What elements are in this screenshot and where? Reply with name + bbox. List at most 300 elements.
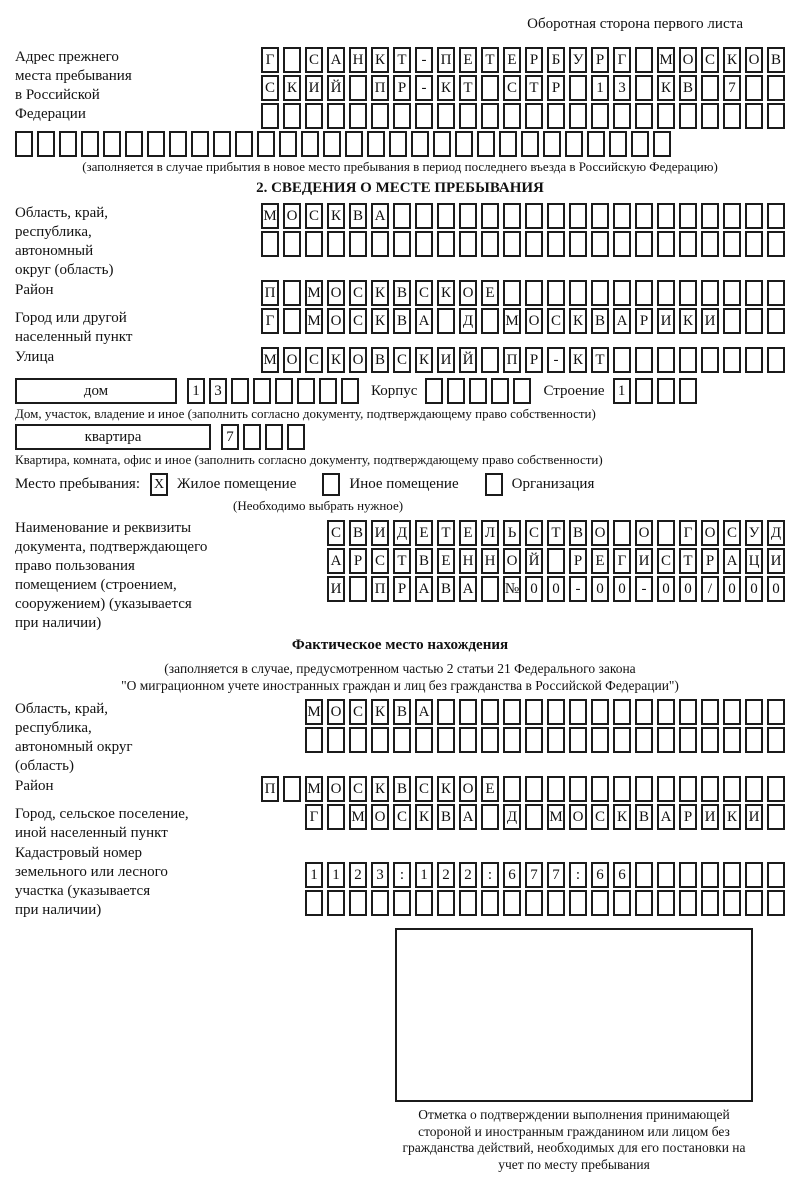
char-cell[interactable]	[521, 131, 539, 157]
char-cell[interactable]: М	[305, 280, 323, 306]
char-cell[interactable]: С	[657, 548, 675, 574]
char-cell[interactable]: М	[349, 804, 367, 830]
char-cell[interactable]: А	[415, 699, 433, 725]
char-cell[interactable]: С	[349, 776, 367, 802]
char-cell[interactable]	[415, 727, 433, 753]
char-cell[interactable]: О	[283, 203, 301, 229]
char-cell[interactable]: Г	[305, 804, 323, 830]
char-cell[interactable]	[235, 131, 253, 157]
char-cell[interactable]: П	[261, 776, 279, 802]
char-cell[interactable]	[415, 203, 433, 229]
char-cell[interactable]	[349, 576, 367, 602]
char-cell[interactable]: 1	[305, 862, 323, 888]
char-cell[interactable]: О	[569, 804, 587, 830]
char-cell[interactable]	[745, 727, 763, 753]
char-cell[interactable]	[635, 75, 653, 101]
char-cell[interactable]: С	[393, 804, 411, 830]
char-cell[interactable]: Д	[459, 308, 477, 334]
char-cell[interactable]: А	[327, 548, 345, 574]
char-cell[interactable]: Й	[327, 75, 345, 101]
char-cell[interactable]	[679, 280, 697, 306]
char-cell[interactable]	[503, 231, 521, 257]
char-cell[interactable]	[723, 203, 741, 229]
char-cell[interactable]	[503, 103, 521, 129]
char-cell[interactable]	[481, 890, 499, 916]
char-cell[interactable]: Е	[459, 520, 477, 546]
char-cell[interactable]: В	[679, 75, 697, 101]
char-cell[interactable]	[371, 727, 389, 753]
char-cell[interactable]: С	[349, 280, 367, 306]
char-cell[interactable]	[613, 890, 631, 916]
char-cell[interactable]: О	[679, 47, 697, 73]
char-cell[interactable]: И	[657, 308, 675, 334]
char-cell[interactable]: :	[393, 862, 411, 888]
char-cell[interactable]	[657, 776, 675, 802]
char-cell[interactable]: С	[547, 308, 565, 334]
char-cell[interactable]	[569, 75, 587, 101]
char-cell[interactable]	[261, 231, 279, 257]
char-cell[interactable]	[253, 378, 271, 404]
char-cell[interactable]	[283, 103, 301, 129]
char-cell[interactable]	[767, 862, 785, 888]
char-cell[interactable]: Д	[393, 520, 411, 546]
char-cell[interactable]	[679, 231, 697, 257]
prev-address-row-2[interactable]	[261, 75, 785, 101]
char-cell[interactable]: 3	[209, 378, 227, 404]
char-cell[interactable]	[525, 699, 543, 725]
char-cell[interactable]	[613, 520, 631, 546]
char-cell[interactable]: Е	[415, 520, 433, 546]
char-cell[interactable]	[437, 890, 455, 916]
char-cell[interactable]: 0	[591, 576, 609, 602]
char-cell[interactable]	[701, 280, 719, 306]
char-cell[interactable]: А	[327, 47, 345, 73]
char-cell[interactable]: О	[327, 308, 345, 334]
char-cell[interactable]: 6	[613, 862, 631, 888]
char-cell[interactable]	[503, 890, 521, 916]
char-cell[interactable]: К	[723, 47, 741, 73]
char-cell[interactable]	[745, 347, 763, 373]
char-cell[interactable]: К	[437, 280, 455, 306]
char-cell[interactable]	[393, 890, 411, 916]
char-cell[interactable]	[591, 203, 609, 229]
char-cell[interactable]	[635, 47, 653, 73]
char-cell[interactable]: №	[503, 576, 521, 602]
char-cell[interactable]	[547, 727, 565, 753]
char-cell[interactable]	[393, 231, 411, 257]
char-cell[interactable]: Г	[613, 548, 631, 574]
char-cell[interactable]	[525, 280, 543, 306]
char-cell[interactable]: И	[371, 520, 389, 546]
char-cell[interactable]	[459, 890, 477, 916]
char-cell[interactable]: Н	[459, 548, 477, 574]
char-cell[interactable]	[657, 699, 675, 725]
char-cell[interactable]: С	[305, 347, 323, 373]
char-cell[interactable]	[393, 727, 411, 753]
char-cell[interactable]	[371, 231, 389, 257]
char-cell[interactable]	[469, 378, 487, 404]
char-cell[interactable]	[723, 103, 741, 129]
char-cell[interactable]	[481, 103, 499, 129]
char-cell[interactable]: Е	[503, 47, 521, 73]
char-cell[interactable]: Г	[679, 520, 697, 546]
char-cell[interactable]	[481, 203, 499, 229]
char-cell[interactable]: 6	[503, 862, 521, 888]
char-cell[interactable]: Р	[679, 804, 697, 830]
char-cell[interactable]	[547, 103, 565, 129]
char-cell[interactable]: С	[327, 520, 345, 546]
char-cell[interactable]: В	[393, 280, 411, 306]
checkbox-residential[interactable]: X	[150, 473, 168, 496]
char-cell[interactable]	[745, 203, 763, 229]
char-cell[interactable]: И	[327, 576, 345, 602]
char-cell[interactable]	[745, 862, 763, 888]
char-cell[interactable]: 6	[591, 862, 609, 888]
char-cell[interactable]: Р	[525, 347, 543, 373]
char-cell[interactable]	[613, 103, 631, 129]
char-cell[interactable]	[481, 231, 499, 257]
char-cell[interactable]: М	[305, 308, 323, 334]
char-cell[interactable]: Л	[481, 520, 499, 546]
char-cell[interactable]	[547, 280, 565, 306]
char-cell[interactable]: 1	[591, 75, 609, 101]
char-cell[interactable]: И	[305, 75, 323, 101]
char-cell[interactable]: П	[437, 47, 455, 73]
char-cell[interactable]	[257, 131, 275, 157]
char-cell[interactable]	[635, 280, 653, 306]
char-cell[interactable]: С	[349, 699, 367, 725]
char-cell[interactable]: М	[547, 804, 565, 830]
char-cell[interactable]	[657, 347, 675, 373]
char-cell[interactable]: Т	[525, 75, 543, 101]
char-cell[interactable]	[81, 131, 99, 157]
char-cell[interactable]: О	[503, 548, 521, 574]
char-cell[interactable]	[565, 131, 583, 157]
char-cell[interactable]: С	[305, 203, 323, 229]
actual-region-row-1[interactable]	[305, 699, 785, 725]
char-cell[interactable]: С	[701, 47, 719, 73]
char-cell[interactable]	[481, 347, 499, 373]
char-cell[interactable]: 7	[723, 75, 741, 101]
char-cell[interactable]	[547, 231, 565, 257]
char-cell[interactable]: М	[261, 347, 279, 373]
char-cell[interactable]	[635, 890, 653, 916]
char-cell[interactable]	[657, 231, 675, 257]
char-cell[interactable]: 2	[437, 862, 455, 888]
char-cell[interactable]	[745, 231, 763, 257]
char-cell[interactable]: А	[657, 804, 675, 830]
char-cell[interactable]: К	[371, 280, 389, 306]
char-cell[interactable]: К	[371, 47, 389, 73]
char-cell[interactable]	[525, 103, 543, 129]
char-cell[interactable]	[481, 308, 499, 334]
char-cell[interactable]	[393, 103, 411, 129]
char-cell[interactable]: А	[415, 576, 433, 602]
char-cell[interactable]: П	[371, 75, 389, 101]
char-cell[interactable]	[657, 890, 675, 916]
char-cell[interactable]: И	[437, 347, 455, 373]
char-cell[interactable]: К	[723, 804, 741, 830]
char-cell[interactable]: К	[371, 699, 389, 725]
char-cell[interactable]	[657, 103, 675, 129]
korpus-cells[interactable]	[425, 378, 531, 404]
char-cell[interactable]	[345, 131, 363, 157]
char-cell[interactable]	[525, 804, 543, 830]
char-cell[interactable]	[635, 231, 653, 257]
char-cell[interactable]	[657, 727, 675, 753]
char-cell[interactable]	[657, 862, 675, 888]
char-cell[interactable]: Ц	[745, 548, 763, 574]
char-cell[interactable]	[701, 347, 719, 373]
char-cell[interactable]: С	[261, 75, 279, 101]
char-cell[interactable]	[657, 280, 675, 306]
char-cell[interactable]	[169, 131, 187, 157]
char-cell[interactable]: Р	[349, 548, 367, 574]
char-cell[interactable]	[547, 548, 565, 574]
char-cell[interactable]	[635, 862, 653, 888]
cadastral-row-1[interactable]	[305, 862, 785, 888]
char-cell[interactable]: М	[503, 308, 521, 334]
char-cell[interactable]	[745, 103, 763, 129]
char-cell[interactable]	[283, 280, 301, 306]
char-cell[interactable]: В	[437, 804, 455, 830]
char-cell[interactable]	[349, 727, 367, 753]
char-cell[interactable]: Б	[547, 47, 565, 73]
char-cell[interactable]	[477, 131, 495, 157]
char-cell[interactable]: Р	[635, 308, 653, 334]
prev-address-row-1[interactable]	[261, 47, 785, 73]
char-cell[interactable]	[371, 890, 389, 916]
char-cell[interactable]: А	[723, 548, 741, 574]
char-cell[interactable]	[679, 699, 697, 725]
char-cell[interactable]	[437, 103, 455, 129]
char-cell[interactable]	[679, 203, 697, 229]
document-row-3[interactable]	[327, 576, 785, 602]
char-cell[interactable]	[635, 203, 653, 229]
char-cell[interactable]: Е	[459, 47, 477, 73]
char-cell[interactable]: П	[503, 347, 521, 373]
char-cell[interactable]: А	[371, 203, 389, 229]
char-cell[interactable]	[389, 131, 407, 157]
char-cell[interactable]	[723, 347, 741, 373]
char-cell[interactable]	[319, 378, 337, 404]
char-cell[interactable]	[767, 699, 785, 725]
char-cell[interactable]	[613, 347, 631, 373]
char-cell[interactable]	[283, 776, 301, 802]
char-cell[interactable]: 2	[459, 862, 477, 888]
char-cell[interactable]	[701, 203, 719, 229]
char-cell[interactable]	[191, 131, 209, 157]
char-cell[interactable]	[503, 699, 521, 725]
char-cell[interactable]	[569, 727, 587, 753]
char-cell[interactable]	[283, 308, 301, 334]
char-cell[interactable]	[437, 308, 455, 334]
document-row-1[interactable]	[327, 520, 785, 546]
prev-address-row-3[interactable]	[261, 103, 785, 129]
char-cell[interactable]	[37, 131, 55, 157]
char-cell[interactable]	[679, 347, 697, 373]
char-cell[interactable]: Г	[261, 47, 279, 73]
char-cell[interactable]: С	[349, 308, 367, 334]
char-cell[interactable]: С	[525, 520, 543, 546]
char-cell[interactable]	[569, 231, 587, 257]
char-cell[interactable]: Н	[481, 548, 499, 574]
char-cell[interactable]: С	[503, 75, 521, 101]
char-cell[interactable]	[349, 231, 367, 257]
char-cell[interactable]	[613, 776, 631, 802]
char-cell[interactable]: В	[767, 47, 785, 73]
char-cell[interactable]: -	[547, 347, 565, 373]
char-cell[interactable]	[745, 890, 763, 916]
actual-city-row[interactable]	[305, 804, 785, 830]
char-cell[interactable]: К	[371, 776, 389, 802]
char-cell[interactable]: К	[613, 804, 631, 830]
char-cell[interactable]: Т	[679, 548, 697, 574]
char-cell[interactable]: Й	[459, 347, 477, 373]
char-cell[interactable]: Е	[437, 548, 455, 574]
char-cell[interactable]: О	[745, 47, 763, 73]
char-cell[interactable]	[767, 347, 785, 373]
char-cell[interactable]: 7	[525, 862, 543, 888]
char-cell[interactable]: -	[569, 576, 587, 602]
char-cell[interactable]	[723, 776, 741, 802]
char-cell[interactable]	[305, 890, 323, 916]
char-cell[interactable]	[587, 131, 605, 157]
char-cell[interactable]	[433, 131, 451, 157]
char-cell[interactable]: О	[701, 520, 719, 546]
district-row[interactable]	[261, 280, 785, 306]
char-cell[interactable]: О	[371, 804, 389, 830]
char-cell[interactable]: Р	[569, 548, 587, 574]
char-cell[interactable]	[679, 378, 697, 404]
char-cell[interactable]: Г	[261, 308, 279, 334]
char-cell[interactable]	[701, 699, 719, 725]
char-cell[interactable]	[301, 131, 319, 157]
char-cell[interactable]	[287, 424, 305, 450]
char-cell[interactable]: М	[261, 203, 279, 229]
char-cell[interactable]: Т	[459, 75, 477, 101]
char-cell[interactable]	[547, 890, 565, 916]
char-cell[interactable]: И	[767, 548, 785, 574]
char-cell[interactable]	[349, 75, 367, 101]
char-cell[interactable]: К	[371, 308, 389, 334]
checkbox-other-premises[interactable]	[322, 473, 340, 496]
char-cell[interactable]	[767, 727, 785, 753]
char-cell[interactable]: К	[327, 203, 345, 229]
actual-district-row[interactable]	[261, 776, 785, 802]
char-cell[interactable]: О	[635, 520, 653, 546]
char-cell[interactable]	[701, 75, 719, 101]
char-cell[interactable]: Г	[613, 47, 631, 73]
char-cell[interactable]	[613, 280, 631, 306]
char-cell[interactable]: /	[701, 576, 719, 602]
char-cell[interactable]: В	[635, 804, 653, 830]
char-cell[interactable]	[305, 231, 323, 257]
char-cell[interactable]: 0	[745, 576, 763, 602]
char-cell[interactable]: Р	[701, 548, 719, 574]
char-cell[interactable]: К	[327, 347, 345, 373]
char-cell[interactable]	[701, 103, 719, 129]
char-cell[interactable]	[723, 699, 741, 725]
char-cell[interactable]	[657, 378, 675, 404]
char-cell[interactable]	[569, 699, 587, 725]
char-cell[interactable]: О	[327, 776, 345, 802]
char-cell[interactable]	[569, 103, 587, 129]
char-cell[interactable]: А	[459, 576, 477, 602]
char-cell[interactable]: К	[679, 308, 697, 334]
char-cell[interactable]: К	[657, 75, 675, 101]
char-cell[interactable]: 0	[547, 576, 565, 602]
char-cell[interactable]: 3	[613, 75, 631, 101]
char-cell[interactable]: 1	[613, 378, 631, 404]
char-cell[interactable]: В	[393, 308, 411, 334]
char-cell[interactable]: О	[327, 699, 345, 725]
char-cell[interactable]	[701, 776, 719, 802]
char-cell[interactable]	[447, 378, 465, 404]
char-cell[interactable]: В	[393, 776, 411, 802]
char-cell[interactable]	[415, 231, 433, 257]
char-cell[interactable]	[745, 280, 763, 306]
char-cell[interactable]	[591, 231, 609, 257]
char-cell[interactable]	[653, 131, 671, 157]
char-cell[interactable]: В	[393, 699, 411, 725]
char-cell[interactable]	[525, 231, 543, 257]
char-cell[interactable]	[745, 699, 763, 725]
char-cell[interactable]: Р	[591, 47, 609, 73]
char-cell[interactable]: О	[283, 347, 301, 373]
char-cell[interactable]: К	[437, 776, 455, 802]
char-cell[interactable]	[635, 727, 653, 753]
apartment-cells[interactable]	[221, 424, 305, 450]
char-cell[interactable]: Ь	[503, 520, 521, 546]
char-cell[interactable]: К	[415, 347, 433, 373]
char-cell[interactable]	[213, 131, 231, 157]
char-cell[interactable]	[723, 280, 741, 306]
char-cell[interactable]: 0	[767, 576, 785, 602]
char-cell[interactable]	[297, 378, 315, 404]
char-cell[interactable]: Е	[481, 776, 499, 802]
char-cell[interactable]	[503, 776, 521, 802]
char-cell[interactable]	[569, 776, 587, 802]
char-cell[interactable]: Н	[349, 47, 367, 73]
char-cell[interactable]	[679, 862, 697, 888]
char-cell[interactable]	[327, 103, 345, 129]
char-cell[interactable]	[701, 727, 719, 753]
char-cell[interactable]	[525, 203, 543, 229]
cadastral-row-2[interactable]	[305, 890, 785, 916]
char-cell[interactable]: 3	[371, 862, 389, 888]
char-cell[interactable]	[323, 131, 341, 157]
char-cell[interactable]: О	[459, 776, 477, 802]
char-cell[interactable]: У	[569, 47, 587, 73]
char-cell[interactable]: С	[393, 347, 411, 373]
char-cell[interactable]	[657, 520, 675, 546]
char-cell[interactable]	[503, 203, 521, 229]
char-cell[interactable]	[591, 776, 609, 802]
char-cell[interactable]	[635, 347, 653, 373]
char-cell[interactable]: И	[745, 804, 763, 830]
char-cell[interactable]	[767, 890, 785, 916]
char-cell[interactable]: О	[591, 520, 609, 546]
char-cell[interactable]	[243, 424, 261, 450]
char-cell[interactable]	[437, 699, 455, 725]
char-cell[interactable]	[635, 776, 653, 802]
char-cell[interactable]	[393, 203, 411, 229]
char-cell[interactable]: Р	[393, 75, 411, 101]
char-cell[interactable]	[767, 231, 785, 257]
region-row-1[interactable]	[261, 203, 785, 229]
char-cell[interactable]: Д	[503, 804, 521, 830]
